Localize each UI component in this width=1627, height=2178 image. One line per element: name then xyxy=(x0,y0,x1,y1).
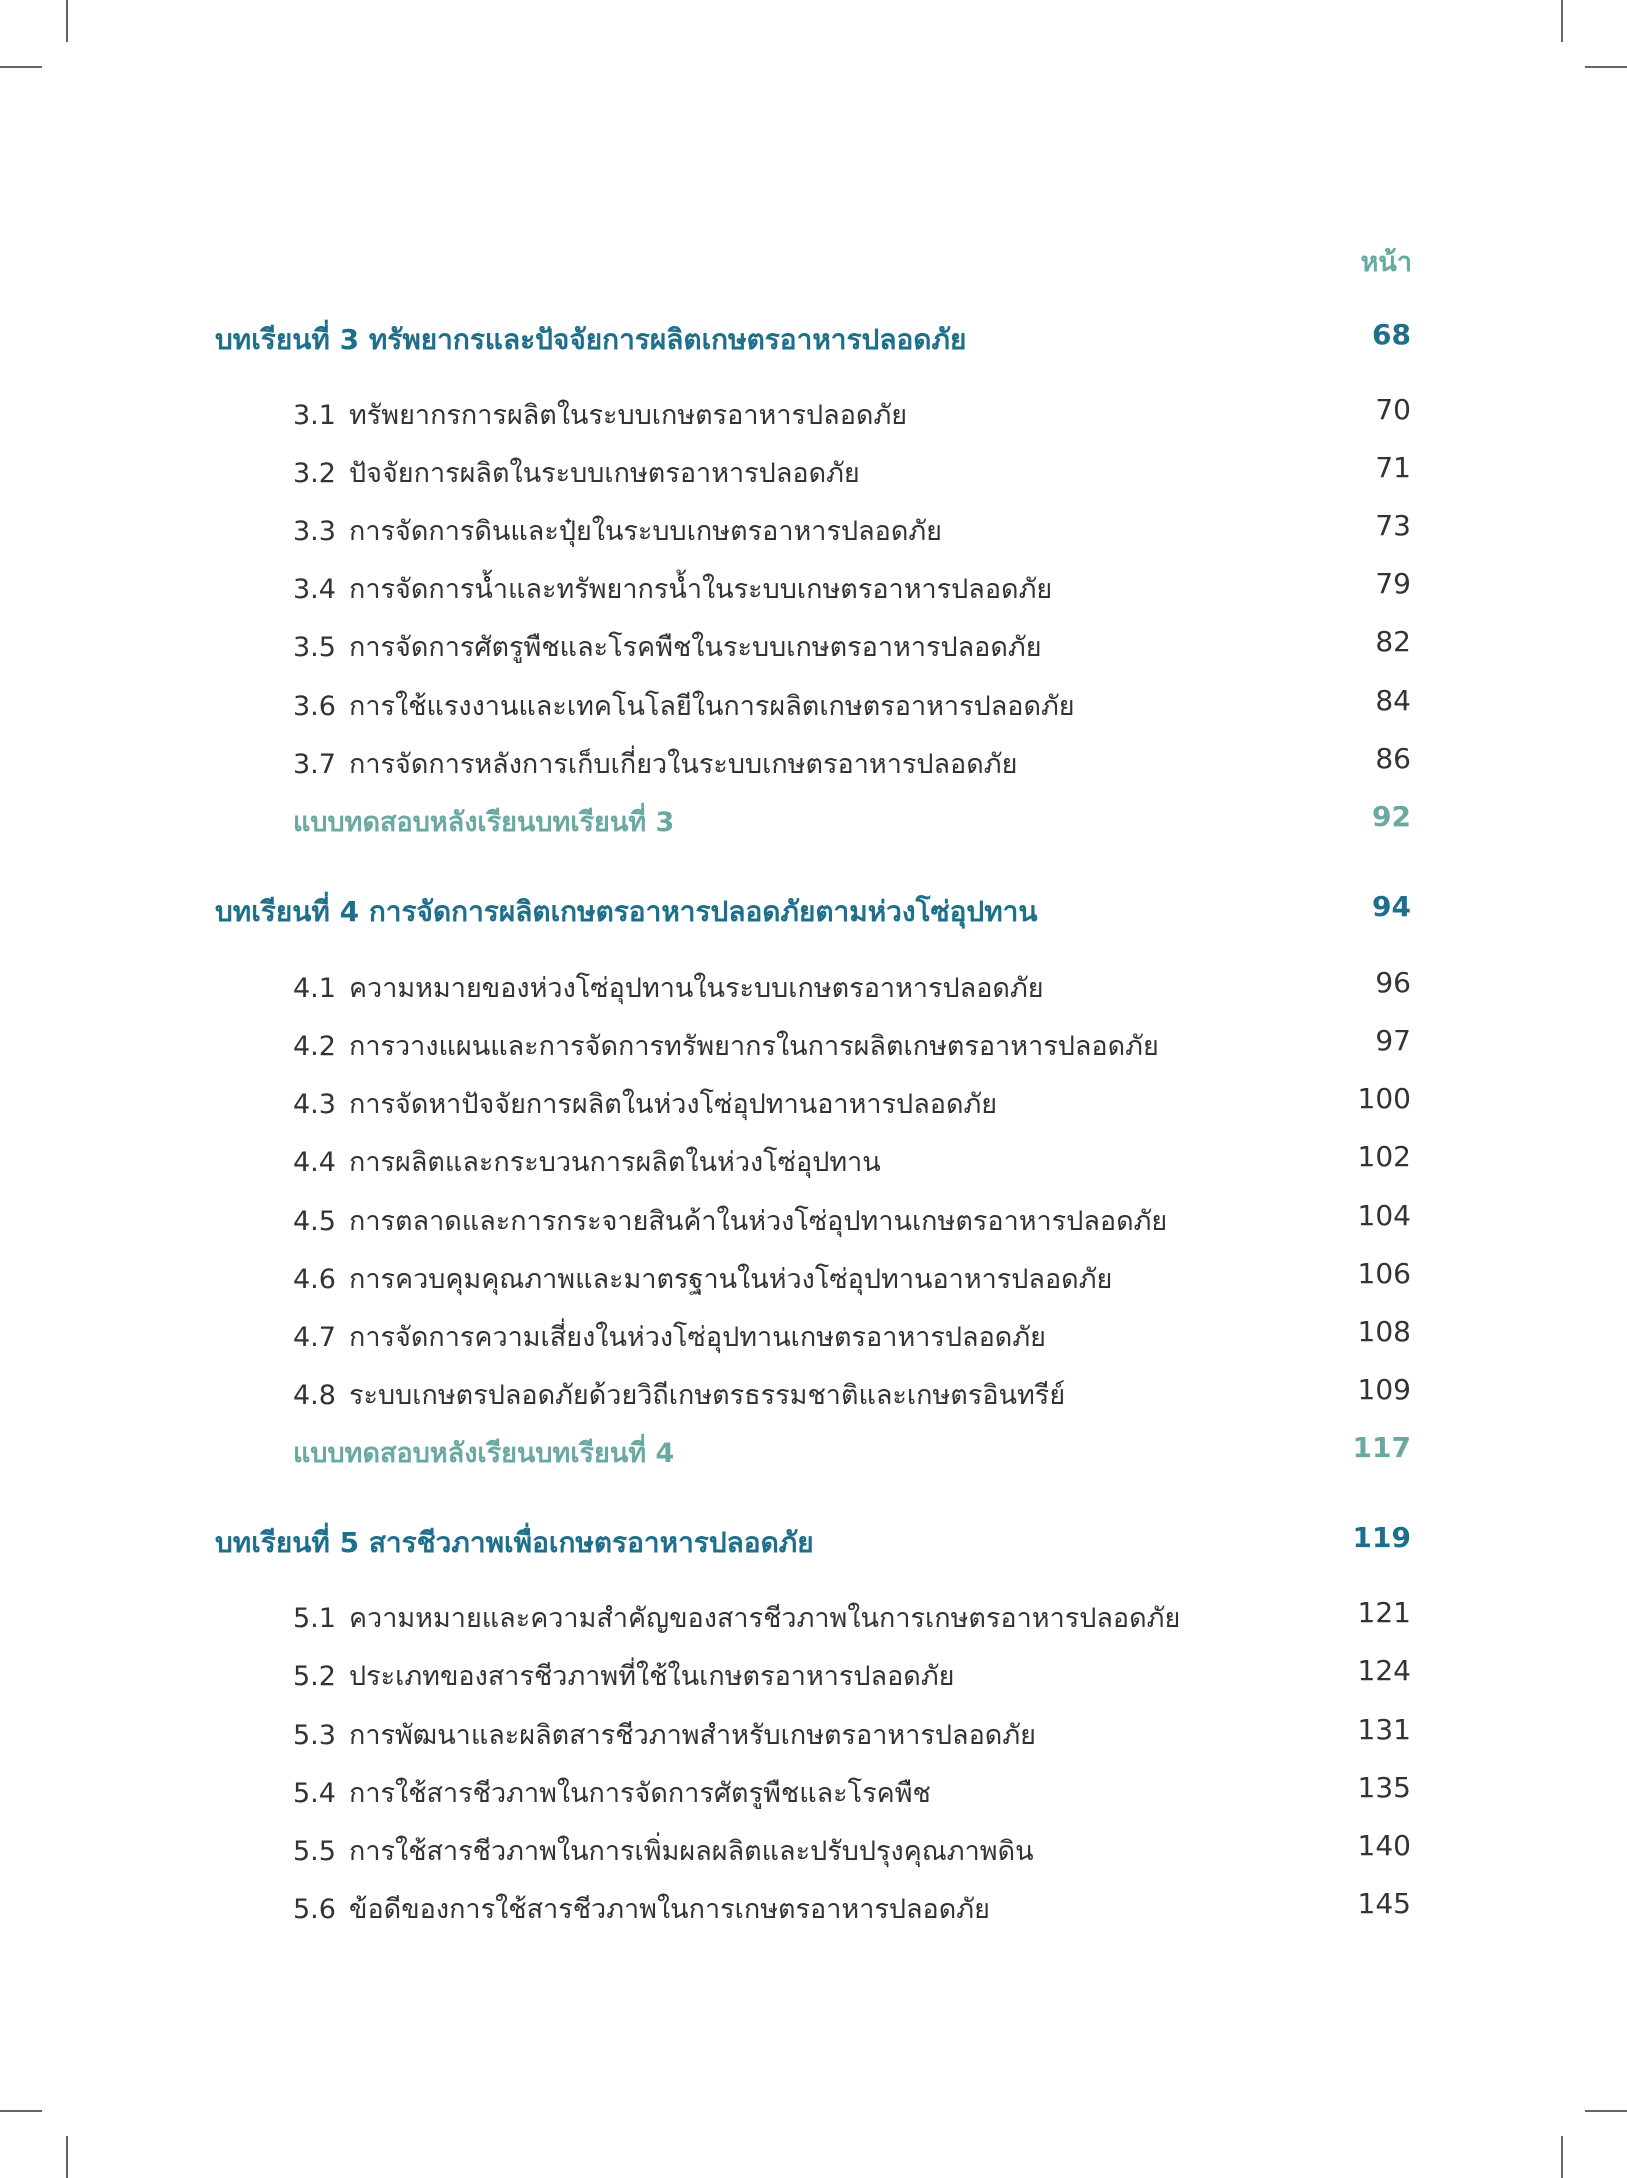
toc-item[interactable] xyxy=(0,509,1627,549)
toc-quiz-title: แบบทดสอบหลังเรียนบทเรียนที่ 3 xyxy=(293,807,675,838)
toc-item-title: การผลิตและกระบวนการผลิตในห่วงโซ่อุปทาน xyxy=(349,1147,881,1178)
toc-item-number: 5.4 xyxy=(293,1778,336,1809)
toc-page-number: 94 xyxy=(1372,890,1411,923)
toc-item-number: 4.3 xyxy=(293,1089,336,1120)
toc-page-number: 109 xyxy=(1357,1373,1411,1406)
toc-item[interactable] xyxy=(0,1140,1627,1180)
toc-item[interactable] xyxy=(0,742,1627,782)
toc-quiz[interactable] xyxy=(0,800,1627,840)
toc-item-title: การจัดการศัตรูพืชและโรคพืชในระบบเกษตรอาหารปลอดภัย xyxy=(349,632,1042,663)
toc-item[interactable] xyxy=(0,1373,1627,1413)
toc-page-number: 119 xyxy=(1352,1521,1411,1554)
toc-item[interactable] xyxy=(0,1024,1627,1064)
toc-page-number: 73 xyxy=(1375,509,1411,542)
toc-item[interactable] xyxy=(0,1713,1627,1753)
toc-item[interactable] xyxy=(0,1315,1627,1355)
toc-item-title: ความหมายและความสำคัญของสารชีวภาพในการเกษตรอาหารปลอดภัย xyxy=(349,1603,1181,1634)
toc-item[interactable] xyxy=(0,1199,1627,1239)
toc-item-title: การจัดหาปัจจัยการผลิตในห่วงโซ่อุปทานอาหารปลอดภัย xyxy=(349,1089,998,1120)
toc-item-title: การใช้สารชีวภาพในการจัดการศัตรูพืชและโรคพืช xyxy=(349,1778,931,1809)
toc-quiz[interactable] xyxy=(0,1431,1627,1471)
toc-page-number: 86 xyxy=(1375,742,1411,775)
toc-page-number: 145 xyxy=(1357,1887,1411,1920)
toc-item-number: 3.6 xyxy=(293,691,336,722)
toc-item-title: การใช้แรงงานและเทคโนโลยีในการผลิตเกษตรอาหารปลอดภัย xyxy=(349,691,1075,722)
toc-item[interactable] xyxy=(0,625,1627,665)
toc-item[interactable] xyxy=(0,1654,1627,1694)
toc-chapter[interactable] xyxy=(0,890,1627,930)
toc-item[interactable] xyxy=(0,1829,1627,1869)
toc-page-number: 131 xyxy=(1357,1713,1411,1746)
toc-item-number: 5.6 xyxy=(293,1894,336,1925)
toc-page-number: 135 xyxy=(1357,1771,1411,1804)
toc-item[interactable] xyxy=(0,1257,1627,1297)
toc-item[interactable] xyxy=(0,1596,1627,1636)
toc-page-number: 68 xyxy=(1372,318,1411,351)
toc-item-title: การพัฒนาและผลิตสารชีวภาพสำหรับเกษตรอาหารปลอดภัย xyxy=(349,1720,1036,1751)
crop-mark xyxy=(1585,66,1627,68)
crop-mark xyxy=(1585,2110,1627,2112)
toc-item-number: 4.5 xyxy=(293,1206,336,1237)
toc-item-title: การจัดการดินและปุ๋ยในระบบเกษตรอาหารปลอดภัย xyxy=(349,516,942,547)
toc-item-title: การตลาดและการกระจายสินค้าในห่วงโซ่อุปทานเกษตรอาหารปลอดภัย xyxy=(349,1206,1168,1237)
toc-page-number: 70 xyxy=(1375,393,1411,426)
toc-item[interactable] xyxy=(0,966,1627,1006)
toc-item[interactable] xyxy=(0,1887,1627,1927)
toc-page-number: 121 xyxy=(1357,1596,1411,1629)
toc-item[interactable] xyxy=(0,451,1627,491)
toc-item-number: 4.8 xyxy=(293,1380,336,1411)
toc-page-number: 100 xyxy=(1357,1082,1411,1115)
toc-page-number: 108 xyxy=(1357,1315,1411,1348)
toc-item-title: ประเภทของสารชีวภาพที่ใช้ในเกษตรอาหารปลอดภัย xyxy=(349,1661,955,1692)
toc-item-title: การจัดการความเสี่ยงในห่วงโซ่อุปทานเกษตรอาหารปลอดภัย xyxy=(349,1322,1046,1353)
toc-item-title: การใช้สารชีวภาพในการเพิ่มผลผลิตและปรับปรุงคุณภาพดิน xyxy=(349,1836,1034,1867)
crop-mark xyxy=(1561,2136,1563,2178)
crop-mark xyxy=(66,0,68,42)
toc-item-number: 4.1 xyxy=(293,973,336,1004)
toc-item[interactable] xyxy=(0,684,1627,724)
toc-item-title: ข้อดีของการใช้สารชีวภาพในการเกษตรอาหารปลอดภัย xyxy=(349,1894,990,1925)
toc-chapter-title: บทเรียนที่ 3 ทรัพยากรและปัจจัยการผลิตเกษตรอาหารปลอดภัย xyxy=(215,323,967,356)
toc-page-number: 84 xyxy=(1375,684,1411,717)
crop-mark xyxy=(1561,0,1563,42)
toc-item-number: 4.7 xyxy=(293,1322,336,1353)
toc-chapter[interactable] xyxy=(0,1521,1627,1561)
toc-page-number: 102 xyxy=(1357,1140,1411,1173)
toc-item-number: 3.4 xyxy=(293,574,336,605)
toc-item-number: 3.1 xyxy=(293,400,336,431)
toc-chapter-title: บทเรียนที่ 4 การจัดการผลิตเกษตรอาหารปลอดภัยตามห่วงโซ่อุปทาน xyxy=(215,895,1038,928)
toc-item-number: 3.2 xyxy=(293,458,336,489)
toc-item[interactable] xyxy=(0,393,1627,433)
toc-chapter[interactable] xyxy=(0,318,1627,358)
toc-page-number: 96 xyxy=(1375,966,1411,999)
toc-page-number: 124 xyxy=(1357,1654,1411,1687)
toc-item-title: ระบบเกษตรปลอดภัยด้วยวิถีเกษตรธรรมชาติและเกษตรอินทรีย์ xyxy=(349,1380,1066,1411)
toc-item-title: ปัจจัยการผลิตในระบบเกษตรอาหารปลอดภัย xyxy=(349,458,860,489)
toc-item-number: 3.5 xyxy=(293,632,336,663)
toc-item-title: การวางแผนและการจัดการทรัพยากรในการผลิตเกษตรอาหารปลอดภัย xyxy=(349,1031,1159,1062)
toc-item-title: การจัดการหลังการเก็บเกี่ยวในระบบเกษตรอาหารปลอดภัย xyxy=(349,749,1018,780)
page-column-label: หน้า xyxy=(1360,247,1412,278)
toc-item[interactable] xyxy=(0,567,1627,607)
toc-item-number: 3.3 xyxy=(293,516,336,547)
toc-item[interactable] xyxy=(0,1771,1627,1811)
toc-item-number: 4.6 xyxy=(293,1264,336,1295)
toc-item-number: 5.1 xyxy=(293,1603,336,1634)
toc-page-number: 79 xyxy=(1375,567,1411,600)
toc-item-number: 5.3 xyxy=(293,1720,336,1751)
toc-item[interactable] xyxy=(0,1082,1627,1122)
toc-quiz-title: แบบทดสอบหลังเรียนบทเรียนที่ 4 xyxy=(293,1438,675,1469)
toc-item-title: ทรัพยากรการผลิตในระบบเกษตรอาหารปลอดภัย xyxy=(349,400,908,431)
toc-chapter-title: บทเรียนที่ 5 สารชีวภาพเพื่อเกษตรอาหารปลอดภัย xyxy=(215,1526,814,1559)
toc-page-number: 82 xyxy=(1375,625,1411,658)
toc-page-number: 92 xyxy=(1372,800,1411,833)
toc-item-title: การควบคุมคุณภาพและมาตรฐานในห่วงโซ่อุปทานอาหารปลอดภัย xyxy=(349,1264,1113,1295)
toc-item-number: 5.5 xyxy=(293,1836,336,1867)
toc-item-number: 4.4 xyxy=(293,1147,336,1178)
toc-item-number: 3.7 xyxy=(293,749,336,780)
toc-item-title: ความหมายของห่วงโซ่อุปทานในระบบเกษตรอาหารปลอดภัย xyxy=(349,973,1044,1004)
crop-mark xyxy=(0,66,42,68)
toc-page-number: 140 xyxy=(1357,1829,1411,1862)
crop-mark xyxy=(0,2110,42,2112)
toc-page-number: 104 xyxy=(1357,1199,1411,1232)
crop-mark xyxy=(66,2136,68,2178)
toc-page-number: 117 xyxy=(1352,1431,1411,1464)
toc-item-title: การจัดการน้ำและทรัพยากรน้ำในระบบเกษตรอาหารปลอดภัย xyxy=(349,574,1053,605)
toc-page-number: 97 xyxy=(1375,1024,1411,1057)
toc-page-number: 71 xyxy=(1375,451,1411,484)
toc-item-number: 4.2 xyxy=(293,1031,336,1062)
toc-item-number: 5.2 xyxy=(293,1661,336,1692)
toc-page-number: 106 xyxy=(1357,1257,1411,1290)
